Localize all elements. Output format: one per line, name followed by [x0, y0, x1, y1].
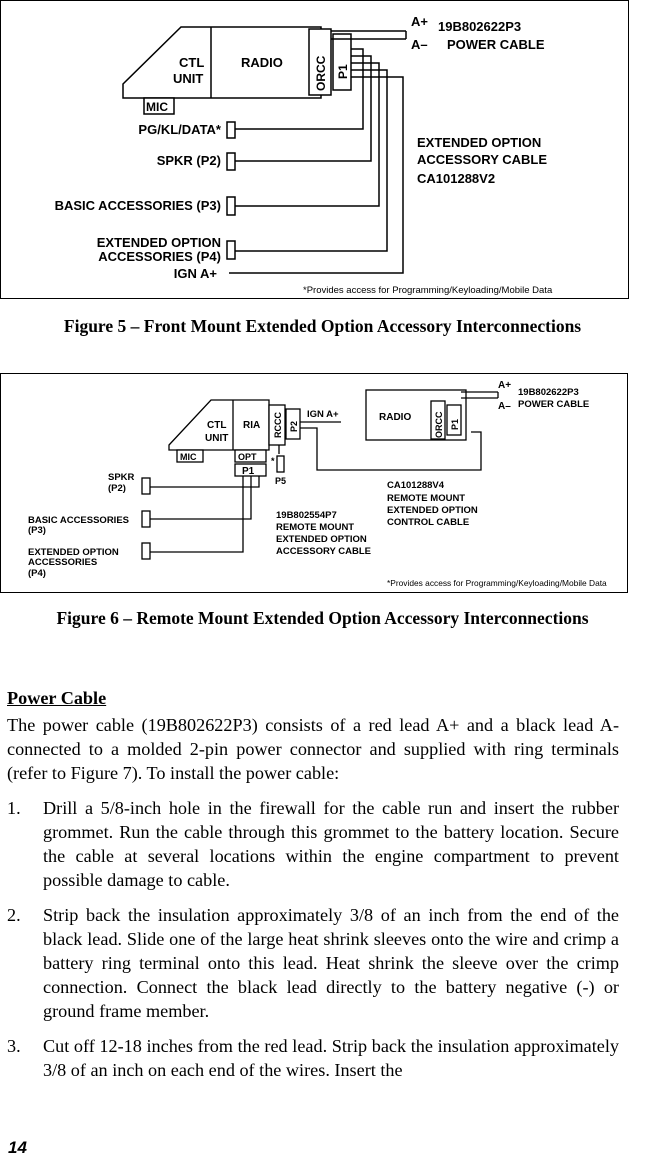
rccc-label: RCCC: [273, 412, 283, 438]
cable-label-3: CA101288V2: [417, 171, 496, 186]
mic-label: MIC: [146, 100, 168, 114]
cable-label-2: ACCESSORY CABLE: [417, 152, 548, 167]
step-number: 2.: [7, 905, 21, 925]
control-cable-3: EXTENDED OPTION: [387, 505, 478, 516]
unit-label: UNIT: [205, 433, 229, 444]
opt-label: OPT: [238, 452, 257, 462]
ext-label-1: EXTENDED OPTION: [96, 235, 221, 250]
list-item: [7, 1034, 619, 1082]
p1-right-label: P1: [450, 418, 460, 430]
radio-label: RADIO: [241, 55, 283, 70]
intro-paragraph: The power cable (19B802622P3) consists of a red lead A+ and a black lead A- connected to a molded 2-pin power connector and supplied with ring terminals (refer to Figure 7). To install the power cable:: [7, 715, 619, 783]
ext-label-2: ACCESSORIES: [28, 557, 98, 568]
list-item: [7, 903, 619, 1023]
spkr-label-1: SPKR: [108, 472, 135, 483]
ign-label: IGN A+: [307, 409, 339, 420]
p1-label: P1: [336, 64, 350, 79]
power-cable-label: POWER CABLE: [447, 37, 545, 52]
orcc-label: ORCC: [314, 55, 328, 91]
pg-label: PG/KL/DATA*: [138, 122, 221, 137]
control-cable-1: CA101288V4: [387, 480, 445, 491]
cable-label-1: EXTENDED OPTION: [417, 135, 542, 150]
remote-cable-1: 19B802554P7: [276, 510, 337, 521]
a-plus-label: A+: [411, 14, 428, 29]
mic-label: MIC: [180, 452, 197, 462]
remote-cable-4: ACCESSORY CABLE: [276, 546, 372, 557]
power-cable-label: POWER CABLE: [518, 399, 590, 410]
footnote: *Provides access for Programming/Keyloading/Mobile Data: [303, 285, 553, 296]
basic-label-2: (P3): [28, 525, 46, 536]
ign-label: IGN A+: [173, 266, 217, 281]
step-text: Drill a 5/8-inch hole in the firewall for the cable run and insert the rubber grommet. Run the cable through this grommet to the battery location. Secure the cable at several locations within the engine compartment to prevent possible damage to cable.: [43, 798, 619, 890]
ria-label: RIA: [243, 420, 261, 431]
power-part-number: 19B802622P3: [518, 387, 579, 398]
power-part-number: 19B802622P3: [438, 19, 522, 34]
a-minus-label: A–: [411, 37, 428, 52]
a-minus-label: A–: [498, 401, 511, 412]
document-body: [7, 686, 619, 1093]
spkr-label-2: (P2): [108, 483, 126, 494]
spkr-label: SPKR (P2): [156, 153, 221, 168]
remote-cable-3: EXTENDED OPTION: [276, 534, 367, 545]
step-text: Strip back the insulation approximately 3/8 of an inch from the end of the black lead. Slide one of the large heat shrink sleeves onto the wire and crimp a battery ring terminal onto this lead. Heat shrink the sleeve over the crimp connection. Connect the black lead directly to the battery negative (-) or ground frame member.: [43, 905, 619, 1021]
step-number: 1.: [7, 798, 21, 818]
figure-5-caption: Figure 5 – Front Mount Extended Option Accessory Interconnections: [63, 316, 582, 336]
figure-front-mount-diagram: [0, 0, 629, 299]
ext-label-3: (P4): [28, 568, 46, 579]
ext-label-1: EXTENDED OPTION: [28, 547, 119, 558]
orcc-label: ORCC: [434, 411, 444, 438]
a-plus-label: A+: [498, 380, 512, 391]
figure-6-caption: Figure 6 – Remote Mount Extended Option Accessory Interconnections: [56, 608, 589, 628]
ctl-radio-body: [123, 27, 321, 98]
footnote: *Provides access for Programming/Keyloading/Mobile Data: [387, 578, 607, 588]
p1-left-label: P1: [242, 466, 255, 477]
ext-label-2: ACCESSORIES (P4): [98, 249, 221, 264]
asterisk-label: *: [271, 456, 275, 466]
section-heading: Power Cable: [7, 688, 107, 708]
p5-label: P5: [275, 476, 287, 486]
remote-cable-2: REMOTE MOUNT: [276, 522, 355, 533]
step-text: Cut off 12-18 inches from the red lead. Strip back the insulation approximately 3/8 of an inch on each end of the wires. Insert the: [43, 1036, 619, 1080]
radio-label: RADIO: [379, 412, 412, 423]
basic-label-1: BASIC ACCESSORIES: [28, 515, 129, 526]
figure-remote-mount-diagram: [0, 373, 628, 593]
step-number: 3.: [7, 1036, 21, 1056]
p2-label: P2: [289, 420, 299, 432]
page-number: 14: [8, 1138, 27, 1157]
list-item: [7, 796, 619, 892]
basic-label: BASIC ACCESSORIES (P3): [54, 198, 221, 213]
ctl-label: CTL: [207, 420, 227, 431]
ctl-label: CTL: [179, 55, 205, 70]
control-cable-4: CONTROL CABLE: [387, 517, 470, 528]
control-cable-2: REMOTE MOUNT: [387, 493, 466, 504]
unit-label: UNIT: [173, 71, 204, 86]
